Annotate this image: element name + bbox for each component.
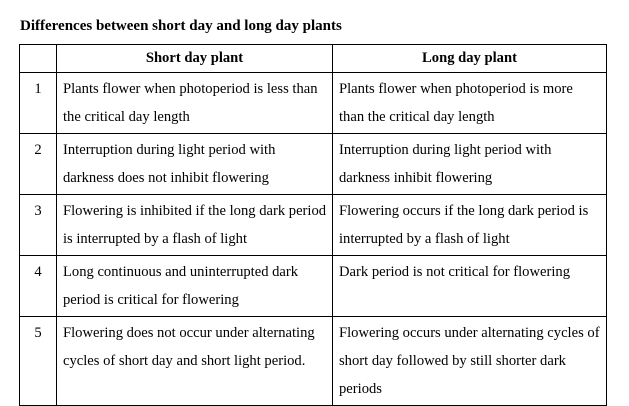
row-number: 5 [20, 317, 57, 406]
row-number: 4 [20, 256, 57, 317]
short-day-cell: Long continuous and uninterrupted dark period is critical for flowering [57, 256, 333, 317]
table-row [20, 73, 607, 134]
table-row [20, 256, 607, 317]
row-number: 1 [20, 73, 57, 134]
table-row [20, 317, 607, 406]
header-number [20, 45, 57, 73]
short-day-cell: Plants flower when photoperiod is less than the critical day length [57, 73, 333, 134]
header-row [20, 45, 607, 73]
row-number: 2 [20, 134, 57, 195]
short-day-cell: Flowering does not occur under alternating cycles of short day and short light period. [57, 317, 333, 406]
table-row [20, 195, 607, 256]
table-row [20, 134, 607, 195]
short-day-cell: Flowering is inhibited if the long dark period is interrupted by a flash of light [57, 195, 333, 256]
long-day-cell: Flowering occurs if the long dark period is interrupted by a flash of light [333, 195, 607, 256]
document-title: Differences between short day and long day plants [20, 18, 342, 34]
header-short-day: Short day plant [57, 45, 333, 73]
long-day-cell: Interruption during light period with darkness inhibit flowering [333, 134, 607, 195]
header-long-day: Long day plant [333, 45, 607, 73]
long-day-cell: Flowering occurs under alternating cycles of short day followed by still shorter dark periods [333, 317, 607, 406]
long-day-cell: Dark period is not critical for flowering [333, 256, 607, 317]
short-day-cell: Interruption during light period with darkness does not inhibit flowering [57, 134, 333, 195]
long-day-cell: Plants flower when photoperiod is more than the critical day length [333, 73, 607, 134]
comparison-table [19, 44, 607, 406]
row-number: 3 [20, 195, 57, 256]
